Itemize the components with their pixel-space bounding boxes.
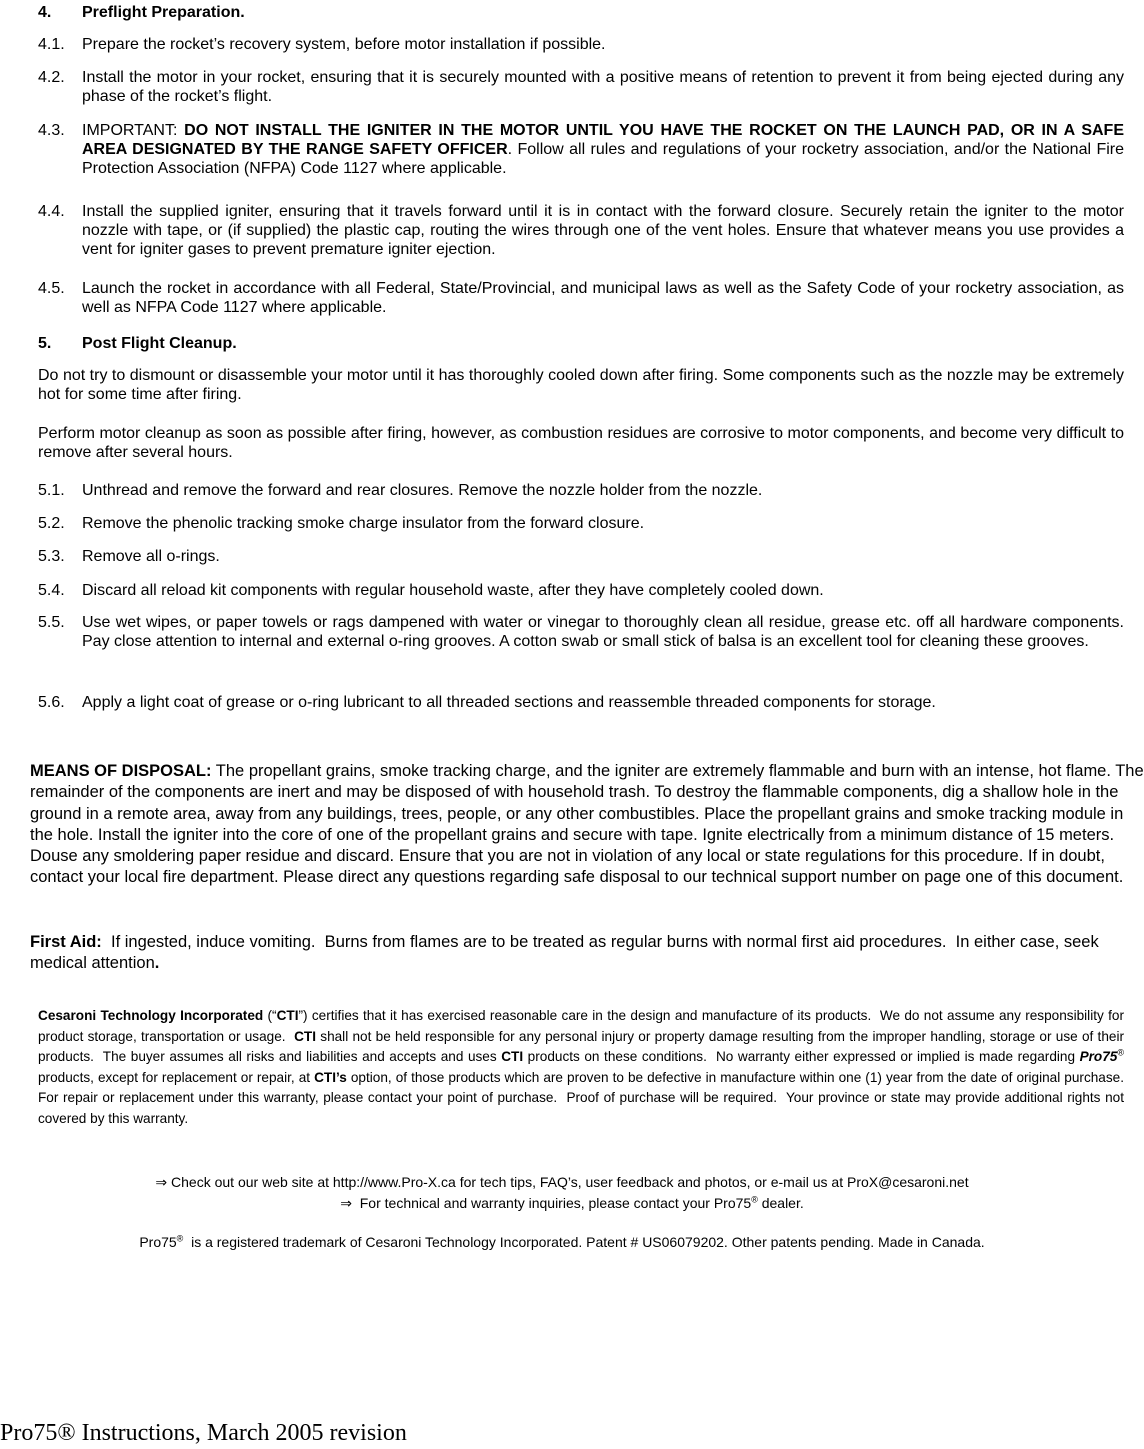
list-item: 4.1. Prepare the rocket’s recovery system, before motor installation if possible. xyxy=(38,36,606,53)
list-item: 5.3. Remove all o-rings. xyxy=(38,548,220,565)
trademark-line: Pro75® is a registered trademark of Cesaroni Technology Incorporated. Patent # US06079202. Other patents pending. Made in Canada. xyxy=(139,1233,985,1250)
disposal-paragraph: MEANS OF DISPOSAL: The propellant grains, smoke tracking charge, and the igniter are extremely flammable and burn with an intense, hot flame. The remainder of the components are inert and may be disposed of with household trash. To destroy the flammable components, dig a shallow hole in the ground in a remote area, away from any buildings, trees, people, or any other combustibles. Place the propellant grains and smoke tracking module in the hole. Install the igniter into the core of one of the propellant grains and secure with tape. Ignite electrically from a minimum distance of 15 meters. Douse any smoldering paper residue and discard. Ensure that you are not in violation of any local or state regulations for this procedure. If in doubt, contact your local fire department. Please direct any questions regarding safe disposal to our technical support number on page one of this document. xyxy=(30,762,1144,887)
arrow-icon: ⇒ xyxy=(340,1195,352,1211)
list-item: 5.4. Discard all reload kit components with regular household waste, after they have completely cooled down. xyxy=(38,582,824,599)
list-item: 4.3. IMPORTANT: DO NOT INSTALL THE IGNITER IN THE MOTOR UNTIL YOU HAVE THE ROCKET ON THE LAUNCH PAD, OR IN A SAFE AREA DESIGNATED BY THE RANGE SAFETY OFFICER. Follow all rules and regulations of your rocketry association, and/or the National Fire Protection Association (NFPA) Code 1127 where applicable. xyxy=(38,122,1125,177)
page-footer: Pro75® Instructions, March 2005 revision xyxy=(0,1420,407,1446)
website-line: ⇒ Check out our web site at http://www.Pro-X.ca for tech tips, FAQ’s, user feedback and photos, or e-mail us at ProX@cesaroni.net xyxy=(155,1174,969,1190)
list-item: 5.1. Unthread and remove the forward and rear closures. Remove the nozzle holder from the nozzle. xyxy=(38,482,763,499)
arrow-icon: ⇒ xyxy=(155,1174,168,1190)
paragraph: Do not try to dismount or disassemble your motor until it has thoroughly cooled down after firing. Some components such as the nozzle may be extremely hot for some time after firing. xyxy=(38,367,1124,403)
list-item: 4.4. Install the supplied igniter, ensuring that it travels forward until it is in contact with the forward closure. Securely retain the igniter to the motor nozzle with tape, or (if supplied) the plastic cap, routing the wires through one of the vent holes. Ensure that whatever means you use provides a vent for igniter gases to prevent premature igniter ejection. xyxy=(38,203,1124,258)
list-item: 4.5. Launch the rocket in accordance with all Federal, State/Provincial, and municipal laws as well as the Safety Code of your rocketry association, as well as NFPA Code 1127 where applicable. xyxy=(38,280,1124,316)
paragraph: Perform motor cleanup as soon as possible after firing, however, as combustion residues are corrosive to motor components, and become very difficult to remove after several hours. xyxy=(38,425,1124,461)
list-item: 5.6. Apply a light coat of grease or o-ring lubricant to all threaded sections and reassemble threaded components for storage. xyxy=(38,694,936,711)
section-5-heading: 5. Post Flight Cleanup. xyxy=(38,335,237,352)
first-aid-paragraph: First Aid: If ingested, induce vomiting. Burns from flames are to be treated as regular burns with normal first aid procedures. In either case, seek medical attention. xyxy=(30,933,1104,973)
warranty-paragraph: Cesaroni Technology Incorporated (“CTI”) certifies that it has exercised reasonable care in the design and manufacture of its products. We do not assume any responsibility for product storage, transportation or usage. CTI shall not be held responsible for any personal injury or property damage resulting from the improper handling, storage or use of their products. The buyer assumes all risks and liabilities and accepts and uses CTI products on these conditions. No warranty either expressed or implied is made regarding Pro75® products, except for replacement or repair, at CTI’s option, of those products which are proven to be defective in manufacture within one (1) year from the date of original purchase. For repair or replacement under this warranty, please contact your point of purchase. Proof of purchase will be required. Your province or state may provide additional rights not covered by this warranty. xyxy=(38,1008,1132,1126)
list-item: 5.2. Remove the phenolic tracking smoke charge insulator from the forward closure. xyxy=(38,515,645,532)
list-item: 4.2. Install the motor in your rocket, ensuring that it is securely mounted with a positive means of retention to prevent it from being ejected during any phase of the rocket’s flight. xyxy=(38,69,1124,105)
section-4-heading: 4. Preflight Preparation. xyxy=(38,4,245,21)
list-item: 5.5. Use wet wipes, or paper towels or rags dampened with water or vinegar to thoroughly clean all residue, grease etc. off all hardware components. Pay close attention to internal and external o-ring grooves. A cotton swab or small stick of balsa is an excellent tool for cleaning these grooves. xyxy=(38,614,1124,650)
dealer-line: ⇒ For technical and warranty inquiries, please contact your Pro75® dealer. xyxy=(340,1194,804,1211)
